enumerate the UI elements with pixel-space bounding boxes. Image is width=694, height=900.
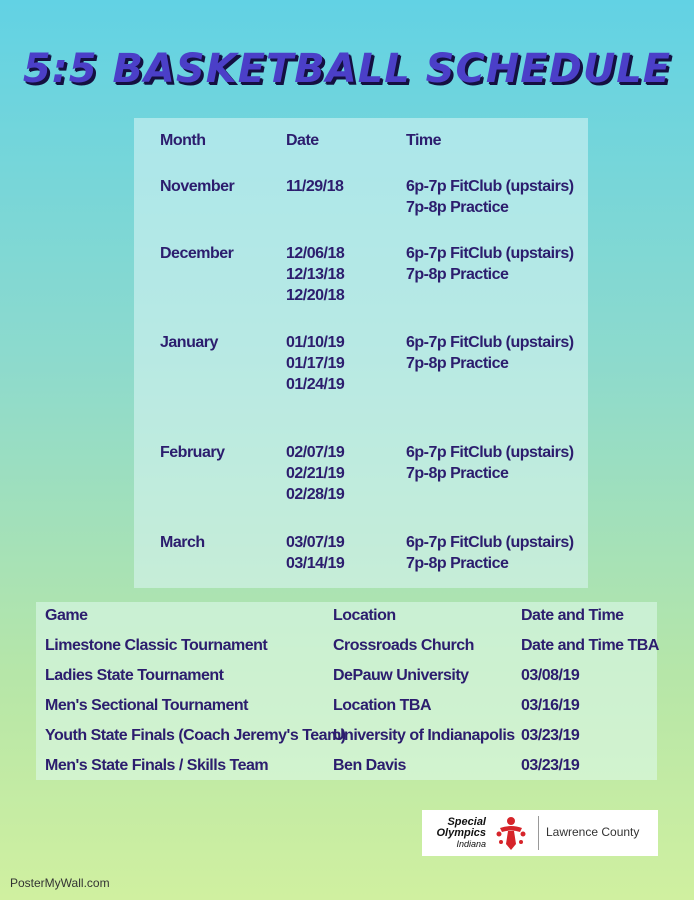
schedule-header-month: Month [160,132,206,149]
poster-title: 5:5 BASKETBALL SCHEDULE [22,46,672,92]
date-value: 11/29/18 [286,178,344,195]
event-datetime: 03/16/19 [521,697,580,714]
month-label: February [160,444,225,461]
event-location: Crossroads Church [333,637,474,654]
time-value: 6p-7p FitClub (upstairs) [406,245,574,262]
logo-text-olympics: Olympics [436,827,486,839]
date-value: 01/10/19 [286,334,345,351]
time-value: 6p-7p FitClub (upstairs) [406,334,574,351]
time-value: 6p-7p FitClub (upstairs) [406,444,574,461]
event-datetime: 03/23/19 [521,757,580,774]
schedule-header-date: Date [286,132,319,149]
month-label: December [160,245,234,262]
date-value: 12/06/18 [286,245,345,262]
events-table [36,602,657,780]
month-label: March [160,534,205,551]
time-value: 7p-8p Practice [406,555,509,572]
schedule-panel [134,118,588,588]
event-game: Ladies State Tournament [45,667,224,684]
events-header-datetime: Date and Time [521,607,624,624]
events-header-game: Game [45,607,88,624]
event-location: University of Indianapolis [333,727,515,744]
time-value: 7p-8p Practice [406,199,509,216]
date-value: 02/21/19 [286,465,345,482]
time-value: 7p-8p Practice [406,266,509,283]
event-game: Men's Sectional Tournament [45,697,248,714]
events-header-location: Location [333,607,396,624]
time-value: 7p-8p Practice [406,355,509,372]
date-value: 03/07/19 [286,534,345,551]
logo-divider [538,816,539,850]
watermark-footer: PosterMyWall.com [10,876,110,890]
date-value: 12/20/18 [286,287,345,304]
time-value: 6p-7p FitClub (upstairs) [406,534,574,551]
date-value: 02/07/19 [286,444,345,461]
date-value: 01/24/19 [286,376,345,393]
event-game: Youth State Finals (Coach Jeremy's Team) [45,727,346,744]
event-datetime: 03/08/19 [521,667,580,684]
event-location: Location TBA [333,697,431,714]
event-datetime: Date and Time TBA [521,637,659,654]
special-olympics-emblem-icon [494,814,528,852]
time-value: 7p-8p Practice [406,465,509,482]
event-location: Ben Davis [333,757,406,774]
event-location: DePauw University [333,667,469,684]
date-value: 03/14/19 [286,555,345,572]
logo-county-name: Lawrence County [546,825,640,839]
schedule-header-time: Time [406,132,442,149]
event-datetime: 03/23/19 [521,727,580,744]
logo-text-special: Special [447,816,486,828]
logo-text-indiana: Indiana [456,839,486,849]
event-game: Limestone Classic Tournament [45,637,268,654]
date-value: 02/28/19 [286,486,345,503]
time-value: 6p-7p FitClub (upstairs) [406,178,574,195]
date-value: 01/17/19 [286,355,345,372]
special-olympics-logo [422,810,658,856]
event-game: Men's State Finals / Skills Team [45,757,269,774]
month-label: January [160,334,218,351]
month-label: November [160,178,235,195]
date-value: 12/13/18 [286,266,345,283]
